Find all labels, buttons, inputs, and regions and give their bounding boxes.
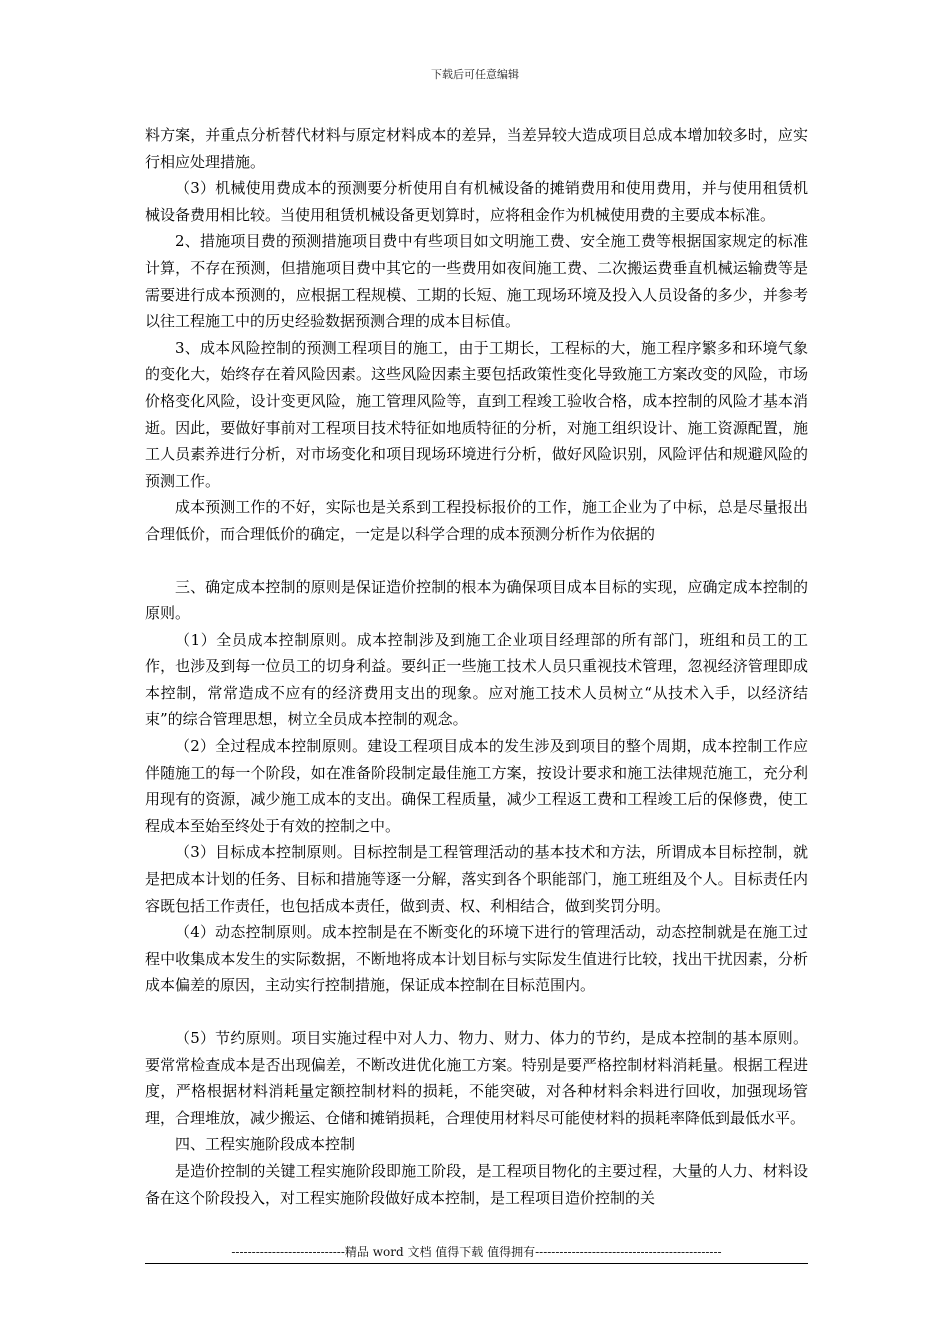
paragraph: 成本预测工作的不好，实际也是关系到工程投标报价的工作，施工企业为了中标，总是尽量报出合理低价，而合理低价的确定，一定是以科学合理的成本预测分析作为依据的 [145,498,808,543]
page-footer: ----------------------------精品 word 文档 值得下载 值得拥有---------------------------------------------- [231,1245,722,1259]
paragraph: （2）全过程成本控制原则。建设工程项目成本的发生涉及到项目的整个周期，成本控制工作应伴随施工的每一个阶段，如在准备阶段制定最佳施工方案，按设计要求和施工法律规范施工，充分利用现有的资源，减少施工成本的支出。确保工程质量，减少工程返工费和工程竣工后的保修费，使工程成本至始至终处于有效的控制之中。 [145,737,808,835]
section-heading-paragraph: 三、确定成本控制的原则是保证造价控制的根本为确保项目成本目标的实现，应确定成本控制的原则。 [145,577,808,623]
document-body [145,122,808,1211]
paragraph: 3、成本风险控制的预测工程项目的施工，由于工期长，工程标的大，施工程序繁多和环境气象的变化大，始终存在着风险因素。这些风险因素主要包括政策性变化导致施工方案改变的风险，市场价格变化风险，设计变更风险，施工管理风险等，直到工程竣工验收合格，成本控制的风险才基本消逝。因此，要做好事前对工程项目技术特征如地质特征的分析，对施工组织设计、施工资源配置，施工人员素养进行分析，对市场变化和项目现场环境进行分析，做好风险识别，风险评估和规避风险的预测工作。 [145,338,808,490]
paragraph: 是造价控制的关键工程实施阶段即施工阶段，是工程项目物化的主要过程，大量的人力、材料设备在这个阶段投入，对工程实施阶段做好成本控制，是工程项目造价控制的关 [145,1161,808,1207]
paragraph: （5）节约原则。项目实施过程中对人力、物力、财力、体力的节约，是成本控制的基本原则。要常常检查成本是否出现偏差，不断改进优化施工方案。特别是要严格控制材料消耗量。根据工程进度，严格根据材料消耗量定额控制材料的损耗，不能突破，对各种材料余料进行回收，加强现场管理，合理堆放，减少搬运、仓储和摊销损耗，合理使用材料尽可能使材料的损耗率降低到最低水平。 [145,1029,808,1127]
paragraph: （3）目标成本控制原则。目标控制是工程管理活动的基本技术和方法，所谓成本目标控制，就是把成本计划的任务、目标和措施等逐一分解，落实到各个职能部门，施工班组及个人。目标责任内容既包括工作责任，也包括成本责任，做到责、权、利相结合，做到奖罚分明。 [145,843,808,915]
footer-divider [145,1263,808,1264]
paragraph: （1）全员成本控制原则。成本控制涉及到施工企业项目经理部的所有部门，班组和员工的工作，也涉及到每一位员工的切身利益。要纠正一些施工技术人员只重视技术管理，忽视经济管理即成本控制，常常造成不应有的经济费用支出的现象。应对施工技术人员树立“从技术入手，以经济结束”的综合管理思想，树立全员成本控制的观念。 [145,630,808,729]
paragraph: 料方案，并重点分析替代材料与原定材料成本的差异，当差异较大造成项目总成本增加较多时，应实行相应处理措施。 [145,126,808,171]
section-heading: 四、工程实施阶段成本控制 [175,1135,356,1154]
paragraph: （3）机械使用费成本的预测要分析使用自有机械设备的摊销费用和使用费用，并与使用租赁机械设备费用相比较。当使用租赁机械设备更划算时，应将租金作为机械使用费的主要成本标准。 [145,179,808,224]
paragraph: （4）动态控制原则。成本控制是在不断变化的环境下进行的管理活动，动态控制就是在施工过程中收集成本发生的实际数据，不断地将成本计划目标与实际发生值进行比较，找出干扰因素，分析成本偏差的原因，主动实行控制措施，保证成本控制在目标范围内。 [145,923,808,995]
paragraph: 2、措施项目费的预测措施项目费中有些项目如文明施工费、安全施工费等根据国家规定的标准计算，不存在预测，但措施项目费中其它的一些费用如夜间施工费、二次搬运费垂直机械运输费等是需要进行成本预测的，应根据工程规模、工期的长短、施工现场环境及投入人员设备的多少，并参考以往工程施工中的历史经验数据预测合理的成本目标值。 [145,232,808,331]
page-header: 下载后可任意编辑 [431,68,519,81]
